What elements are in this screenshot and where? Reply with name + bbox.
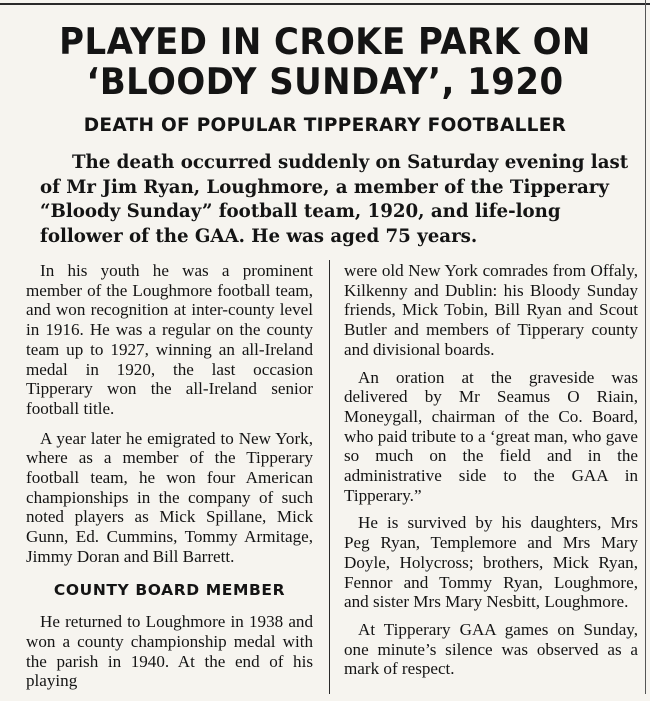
right-continuation: were old New York comrades from Offaly, Kilkenny and Dublin: his Bloody Sunday friends, Mick Tobin, Bill Ryan and Scout Butler and members of Tipperary county and divisional boards. bbox=[344, 261, 638, 359]
left-column bbox=[26, 261, 313, 701]
left-paragraph-1: In his youth he was a prominent member of the Loughmore football team, and won recognition at inter-county level in 1916. He was a regular on the county team up to 1927, winning an all-Ireland medal in 1920, the last occasion Tipperary won the all-Ireland senior football title. bbox=[26, 261, 313, 418]
left-paragraph-3: He returned to Loughmore in 1938 and won a county championship medal with the parish in 1940. At the end of his playing bbox=[26, 612, 313, 691]
headline-line-1: PLAYED IN CROKE PARK ON bbox=[59, 20, 591, 63]
right-edge-rule bbox=[645, 0, 646, 694]
right-paragraph-1: An oration at the graveside was delivered by Mr Seamus O Riain, Moneygall, chairman of the Co. Board, who paid tribute to a ‘great man, who gave so much on the field and in the administrative side to the GAA in Tipperary.” bbox=[344, 367, 638, 505]
crosshead: COUNTY BOARD MEMBER bbox=[53, 580, 286, 599]
right-column bbox=[344, 261, 638, 687]
right-paragraph-2: He is survived by his daughters, Mrs Peg Ryan, Templemore and Mrs Mary Doyle, Holycross; brothers, Mick Ryan, Fennor and Tommy Ryan, Loughmore, and sister Mrs Mary Nesbitt, Loughmore. bbox=[344, 513, 638, 612]
right-paragraph-3: At Tipperary GAA games on Sunday, one minute’s silence was observed as a mark of respect. bbox=[344, 619, 638, 679]
lede-paragraph: The death occurred suddenly on Saturday evening last of Mr Jim Ryan, Loughmore, a member of the Tipperary “Bloody Sunday” football team, 1920, and life-long follower of the GAA. He was aged 75 years. bbox=[40, 152, 629, 247]
top-rule bbox=[0, 3, 650, 5]
subheadline: DEATH OF POPULAR TIPPERARY FOOTBALLER bbox=[83, 115, 567, 136]
headline bbox=[41, 22, 608, 102]
headline-line-2: ‘BLOODY SUNDAY’, 1920 bbox=[86, 60, 564, 103]
column-divider bbox=[329, 260, 330, 694]
left-paragraph-2: A year later he emigrated to New York, where as a member of the Tipperary football team, he won four American championships in the company of such noted players as Mick Spillane, Mick Gunn, Ed. Cummins, Tommy Armitage, Jimmy Doran and Bill Barrett. bbox=[26, 428, 313, 566]
